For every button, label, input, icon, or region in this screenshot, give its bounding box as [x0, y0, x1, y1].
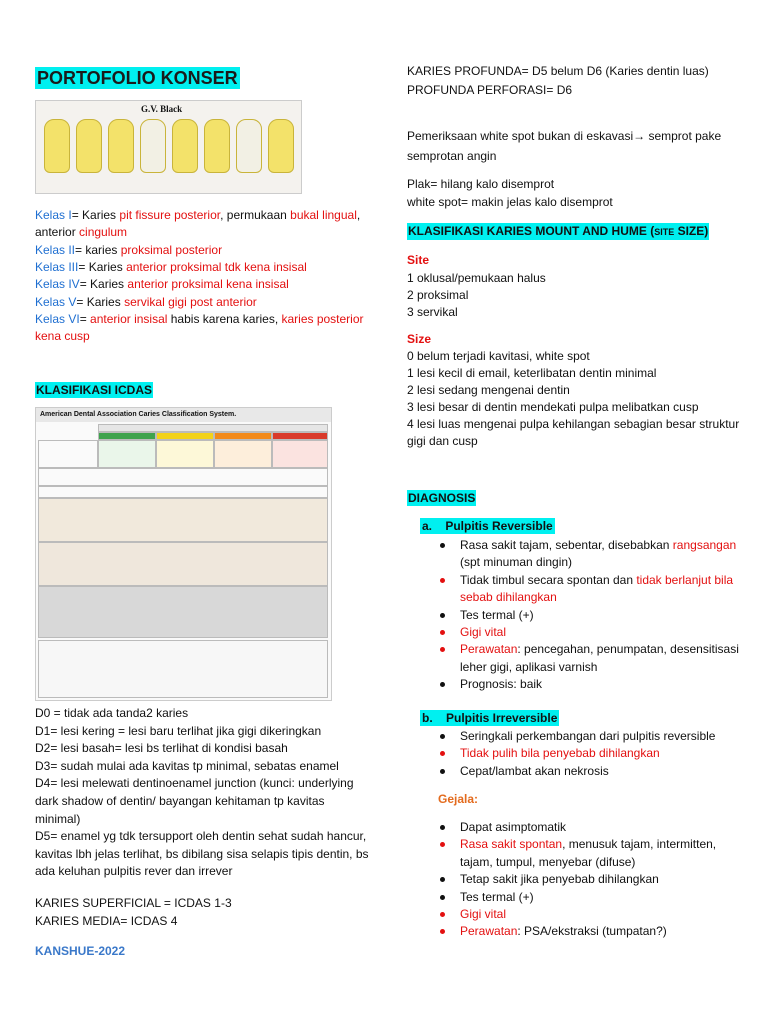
bullet-dot-icon: [440, 682, 445, 687]
text-span: Kelas III: [35, 259, 79, 274]
bullet-item: [460, 676, 542, 693]
site-item-2: 2 proksimal: [407, 288, 469, 302]
text-span: Kelas V: [35, 294, 77, 309]
size-item-4: 4 lesi luas mengenai pulpa kehilangan sebagian besar struktur: [407, 417, 740, 431]
bullet-dot-icon: [440, 647, 445, 652]
bullet-item: [460, 554, 572, 571]
text-span: Gigi vital: [460, 625, 507, 639]
icdas-d-line: D4= lesi melewati dentinoenamel junction (kunci: underlying: [35, 776, 354, 791]
text-span: , permukaan: [220, 208, 291, 222]
text-span: , menusuk tajam, intermitten,: [562, 837, 717, 852]
footer-author: KANSHUE-2022: [35, 944, 126, 958]
bullet-dot-icon: [440, 929, 445, 934]
text-span: anterior proksimal kena insisal: [127, 277, 289, 292]
text-span: anterior proksimal tdk kena insisal: [126, 259, 307, 274]
black-class-line: [35, 328, 90, 345]
size-item-0: 0 belum terjadi kavitasi, white spot: [407, 349, 590, 363]
karies-media: KARIES MEDIA= ICDAS 4: [35, 914, 178, 928]
text-span: = Karies: [79, 277, 128, 292]
text-span: anterior: [35, 225, 80, 240]
text-span: = Karies: [76, 294, 125, 309]
text-span: Seringkali perkembangan dari pulpitis reversible: [460, 729, 716, 743]
bullet-dot-icon: [440, 630, 445, 635]
gejala-label: Gejala:: [438, 792, 479, 806]
bullet-dot-icon: [440, 912, 445, 917]
bullet-item: [460, 659, 597, 676]
text-span: Perawatan: [460, 924, 518, 939]
bullet-item: [460, 763, 609, 780]
text-span: tidak berlanjut bila: [636, 572, 734, 587]
site-label: Site: [407, 253, 430, 267]
bullet-item: [460, 854, 635, 871]
text-span: Prognosis: baik: [460, 677, 543, 692]
text-span: Rasa sakit tajam, sebentar, disebabkan: [460, 538, 673, 552]
mount-hume-heading: KLASIFIKASI KARIES MOUNT AND HUME (SITE SIZE): [408, 224, 709, 238]
pulpitis-reversible-heading: a. Pulpitis Reversible: [422, 519, 553, 533]
bullet-item: [460, 745, 660, 762]
text-span: Gigi vital: [460, 907, 507, 921]
bullet-dot-icon: [440, 769, 445, 774]
white-spot-line-2: semprotan angin: [407, 149, 497, 163]
black-class-line: [35, 242, 222, 259]
black-class-line: [35, 259, 307, 276]
size-item-1: 1 lesi kecil di email, keterlibatan dentin minimal: [407, 366, 657, 380]
image-caption: G.V. Black: [141, 104, 183, 114]
text-span: Tidak pulih bila penyebab dihilangkan: [460, 746, 660, 761]
bullet-dot-icon: [440, 578, 445, 583]
text-span: servikal gigi post anterior: [124, 294, 257, 309]
text-span: karies posterior: [281, 311, 364, 326]
text-span: tajam, tumpul, menyebar (difuse): [460, 854, 636, 869]
icdas-d-line: D0 = tidak ada tanda2 karies: [35, 706, 189, 720]
pulpitis-irreversible-heading: b. Pulpitis Irreversible: [422, 711, 558, 725]
bullet-item: [460, 923, 667, 940]
site-item-1: 1 oklusal/pemukaan halus: [407, 271, 546, 285]
size-item-4-cont: gigi dan cusp: [407, 434, 478, 448]
icdas-table-title: American Dental Association Caries Classification System.: [36, 408, 331, 422]
bullet-item: [460, 819, 566, 836]
text-span: Perawatan: [460, 642, 518, 657]
text-span: = Karies: [71, 208, 120, 222]
text-span: habis karena karies,: [167, 311, 282, 326]
bullet-item: [460, 537, 736, 554]
icdas-heading: KLASIFIKASI ICDAS: [36, 383, 153, 397]
bullet-dot-icon: [440, 895, 445, 900]
text-span: = Karies: [78, 259, 127, 274]
black-class-line: [35, 224, 127, 241]
plak-line: Plak= hilang kalo disemprot: [407, 177, 555, 191]
karies-superficial: KARIES SUPERFICIAL = ICDAS 1-3: [35, 896, 232, 910]
text-span: Tetap sakit jika penyebab dihilangkan: [460, 872, 659, 887]
size-item-2: 2 lesi sedang mengenai dentin: [407, 383, 570, 397]
text-span: Rasa sakit spontan: [460, 837, 563, 852]
bullet-item: [460, 889, 534, 906]
icdas-d-line: D1= lesi kering = lesi baru terlihat jika gigi dikeringkan: [35, 723, 322, 738]
text-span: Kelas VI: [35, 311, 80, 326]
text-span: cingulum: [79, 225, 128, 240]
bullet-dot-icon: [440, 825, 445, 830]
black-class-line: [35, 207, 360, 224]
text-span: Dapat asimptomatik: [460, 820, 567, 834]
text-span: : PSA/ekstraksi (tumpatan?): [517, 924, 667, 939]
gv-black-image: [35, 100, 302, 194]
text-span: Kelas I: [35, 208, 72, 222]
text-span: kena cusp: [35, 329, 90, 344]
black-class-line: [35, 276, 289, 293]
bullet-item: [460, 871, 659, 888]
page-title: PORTOFOLIO KONSER: [37, 68, 238, 88]
icdas-d-line: kavitas lbh jelas terlihat, bs dibilang sisa selapis tipis dentin, bs: [35, 846, 369, 861]
bullet-dot-icon: [440, 734, 445, 739]
text-span: Kelas IV: [35, 277, 80, 292]
icdas-d-line: D3= sudah mulai ada kavitas tp minimal, sebatas enamel: [35, 758, 339, 773]
bullet-dot-icon: [440, 877, 445, 882]
text-span: ,: [356, 208, 361, 222]
bullet-item: [460, 607, 534, 624]
karies-profunda: KARIES PROFUNDA= D5 belum D6 (Karies dentin luas): [407, 64, 709, 78]
text-span: =: [79, 311, 91, 326]
text-span: Tidak timbul secara spontan dan: [460, 572, 637, 587]
text-span: anterior insisal: [90, 311, 168, 326]
text-span: bukal lingual: [290, 208, 357, 222]
text-span: pit fissure posterior: [119, 208, 221, 222]
profunda-perforasi: PROFUNDA PERFORASI= D6: [407, 83, 573, 97]
bullet-item: [460, 836, 716, 853]
bullet-item: [460, 589, 557, 606]
bullet-item: [460, 728, 715, 745]
bullet-item: [460, 906, 506, 923]
text-span: proksimal posterior: [120, 242, 223, 257]
bullet-item: [460, 641, 739, 658]
bullet-dot-icon: [440, 751, 445, 756]
text-span: : pencegahan, penumpatan, desensitisasi: [517, 642, 739, 657]
text-span: Tes termal (+): [460, 607, 534, 622]
black-class-line: [35, 311, 364, 328]
bullet-dot-icon: [440, 613, 445, 618]
text-span: leher gigi, aplikasi varnish: [460, 659, 598, 674]
text-span: Kelas II: [35, 242, 76, 257]
text-span: (spt minuman dingin): [460, 555, 573, 570]
size-label: Size: [407, 332, 432, 346]
icdas-table-image: [35, 407, 332, 701]
icdas-d-line: dark shadow of dentin/ bayangan kehitaman tp kavitas: [35, 794, 325, 808]
text-span: rangsangan: [672, 538, 737, 552]
text-span: Tes termal (+): [460, 889, 534, 904]
size-item-3: 3 lesi besar di dentin mendekati pulpa melibatkan cusp: [407, 400, 699, 414]
white-spot-line-1: Pemeriksaan white spot bukan di eskavasi→ semprot pake: [407, 129, 722, 143]
bullet-dot-icon: [440, 543, 445, 548]
bullet-dot-icon: [440, 842, 445, 847]
black-class-line: [35, 294, 257, 311]
text-span: sebab dihilangkan: [460, 590, 557, 605]
icdas-d-line: minimal): [35, 811, 81, 826]
icdas-d-line: D5= enamel yg tdk tersupport oleh dentin sehat sudah hancur,: [35, 829, 367, 844]
bullet-item: [460, 572, 733, 589]
icdas-d-line: D2= lesi basah= lesi bs terlihat di kondisi basah: [35, 741, 288, 756]
white-spot-semprot: white spot= makin jelas kalo disemprot: [407, 195, 613, 209]
text-span: = karies: [75, 242, 121, 257]
diagnosis-heading: DIAGNOSIS: [408, 491, 476, 505]
bullet-item: [460, 624, 506, 641]
text-span: Cepat/lambat akan nekrosis: [460, 763, 609, 778]
icdas-d-line: ada keluhan pulpitis rever dan irrever: [35, 864, 233, 879]
site-item-3: 3 servikal: [407, 305, 458, 319]
